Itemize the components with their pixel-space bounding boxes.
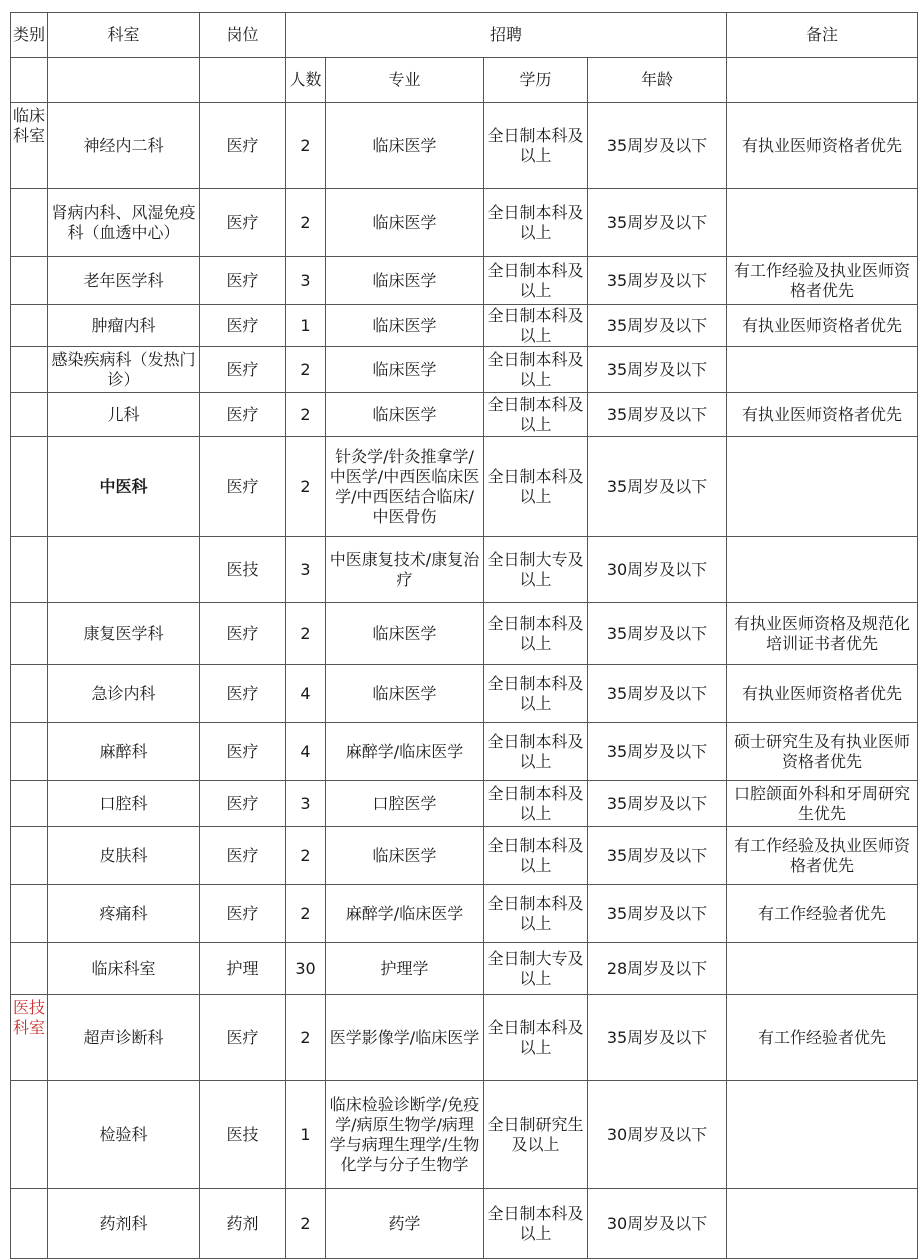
count-cell: 2 xyxy=(286,437,326,537)
category-empty-cell xyxy=(11,437,48,537)
category-empty-cell xyxy=(11,665,48,723)
major-cell: 临床医学 xyxy=(326,603,484,665)
major-cell: 临床医学 xyxy=(326,257,484,305)
table-row xyxy=(11,995,918,1081)
department-cell: 肿瘤内科 xyxy=(48,305,200,347)
header-empty-cell xyxy=(11,58,48,103)
category-empty-cell xyxy=(11,305,48,347)
table-row xyxy=(11,665,918,723)
table-row xyxy=(11,943,918,995)
category-empty-cell xyxy=(11,393,48,437)
category-empty-cell xyxy=(11,781,48,827)
age-cell: 35周岁及以下 xyxy=(588,305,727,347)
remarks-cell xyxy=(727,347,918,393)
category-empty-cell xyxy=(11,723,48,781)
position-cell: 医疗 xyxy=(200,603,286,665)
major-cell: 临床医学 xyxy=(326,305,484,347)
category-empty-cell xyxy=(11,537,48,603)
age-cell: 35周岁及以下 xyxy=(588,723,727,781)
education-cell: 全日制本科及以上 xyxy=(484,995,588,1081)
category-empty-cell xyxy=(11,603,48,665)
position-cell: 医疗 xyxy=(200,189,286,257)
education-cell: 全日制本科及以上 xyxy=(484,1189,588,1259)
count-cell: 2 xyxy=(286,189,326,257)
position-cell: 医疗 xyxy=(200,305,286,347)
table-row xyxy=(11,537,918,603)
table-row xyxy=(11,347,918,393)
age-cell: 35周岁及以下 xyxy=(588,665,727,723)
department-cell: 药剂科 xyxy=(48,1189,200,1259)
remarks-cell: 有工作经验者优先 xyxy=(727,995,918,1081)
education-cell: 全日制大专及以上 xyxy=(484,943,588,995)
count-cell: 2 xyxy=(286,1189,326,1259)
major-cell: 中医康复技术/康复治疗 xyxy=(326,537,484,603)
remarks-cell xyxy=(727,1189,918,1259)
count-cell: 1 xyxy=(286,305,326,347)
table-row xyxy=(11,189,918,257)
major-cell: 临床医学 xyxy=(326,189,484,257)
count-cell: 3 xyxy=(286,257,326,305)
education-cell: 全日制本科及以上 xyxy=(484,885,588,943)
major-cell: 药学 xyxy=(326,1189,484,1259)
header-row-2 xyxy=(11,58,918,103)
age-cell: 35周岁及以下 xyxy=(588,781,727,827)
header-age: 年龄 xyxy=(588,58,727,103)
category-empty-cell xyxy=(11,1081,48,1189)
age-cell: 35周岁及以下 xyxy=(588,189,727,257)
position-cell: 医疗 xyxy=(200,995,286,1081)
header-empty-cell xyxy=(48,58,200,103)
remarks-cell: 有执业医师资格者优先 xyxy=(727,665,918,723)
education-cell: 全日制大专及以上 xyxy=(484,537,588,603)
position-cell: 医疗 xyxy=(200,393,286,437)
count-cell: 30 xyxy=(286,943,326,995)
age-cell: 35周岁及以下 xyxy=(588,257,727,305)
position-cell: 药剂 xyxy=(200,1189,286,1259)
header-category: 类别 xyxy=(11,13,48,58)
remarks-cell: 有工作经验及执业医师资格者优先 xyxy=(727,827,918,885)
count-cell: 1 xyxy=(286,1081,326,1189)
department-cell: 口腔科 xyxy=(48,781,200,827)
education-cell: 全日制本科及以上 xyxy=(484,723,588,781)
category-empty-cell xyxy=(11,827,48,885)
table-row xyxy=(11,1081,918,1189)
education-cell: 全日制本科及以上 xyxy=(484,665,588,723)
category-empty-cell xyxy=(11,347,48,393)
position-cell: 医疗 xyxy=(200,257,286,305)
position-cell: 医疗 xyxy=(200,347,286,393)
header-major: 专业 xyxy=(326,58,484,103)
age-cell: 30周岁及以下 xyxy=(588,1189,727,1259)
table-row xyxy=(11,827,918,885)
count-cell: 4 xyxy=(286,723,326,781)
major-cell: 临床医学 xyxy=(326,665,484,723)
count-cell: 2 xyxy=(286,885,326,943)
table-row xyxy=(11,305,918,347)
major-cell: 临床检验诊断学/免疫学/病原生物学/病理学与病理生理学/生物化学与分子生物学 xyxy=(326,1081,484,1189)
age-cell: 35周岁及以下 xyxy=(588,827,727,885)
remarks-cell: 有执业医师资格者优先 xyxy=(727,103,918,189)
education-cell: 全日制本科及以上 xyxy=(484,305,588,347)
header-empty-cell xyxy=(727,58,918,103)
education-cell: 全日制本科及以上 xyxy=(484,393,588,437)
department-cell: 检验科 xyxy=(48,1081,200,1189)
major-cell: 医学影像学/临床医学 xyxy=(326,995,484,1081)
position-cell: 医疗 xyxy=(200,723,286,781)
education-cell: 全日制本科及以上 xyxy=(484,103,588,189)
department-cell: 中医科 xyxy=(48,437,200,537)
header-position: 岗位 xyxy=(200,13,286,58)
header-recruit: 招聘 xyxy=(286,13,727,58)
education-cell: 全日制本科及以上 xyxy=(484,437,588,537)
remarks-cell xyxy=(727,189,918,257)
department-cell: 感染疾病科（发热门诊） xyxy=(48,347,200,393)
table-row xyxy=(11,257,918,305)
major-cell: 临床医学 xyxy=(326,393,484,437)
count-cell: 3 xyxy=(286,781,326,827)
position-cell: 医技 xyxy=(200,537,286,603)
remarks-cell: 有工作经验及执业医师资格者优先 xyxy=(727,257,918,305)
remarks-cell xyxy=(727,943,918,995)
table-row xyxy=(11,437,918,537)
education-cell: 全日制本科及以上 xyxy=(484,347,588,393)
education-cell: 全日制本科及以上 xyxy=(484,603,588,665)
count-cell: 2 xyxy=(286,603,326,665)
category-empty-cell xyxy=(11,257,48,305)
department-cell: 超声诊断科 xyxy=(48,995,200,1081)
table-row xyxy=(11,723,918,781)
category-cell: 临床科室 xyxy=(11,103,48,189)
department-cell: 老年医学科 xyxy=(48,257,200,305)
table-row xyxy=(11,393,918,437)
remarks-cell: 有执业医师资格及规范化培训证书者优先 xyxy=(727,603,918,665)
department-cell: 神经内二科 xyxy=(48,103,200,189)
major-cell: 麻醉学/临床医学 xyxy=(326,723,484,781)
age-cell: 35周岁及以下 xyxy=(588,393,727,437)
remarks-cell: 口腔颌面外科和牙周研究生优先 xyxy=(727,781,918,827)
count-cell: 2 xyxy=(286,347,326,393)
department-cell: 麻醉科 xyxy=(48,723,200,781)
category-empty-cell xyxy=(11,943,48,995)
position-cell: 医疗 xyxy=(200,781,286,827)
department-cell: 儿科 xyxy=(48,393,200,437)
department-cell: 肾病内科、风湿免疫科（血透中心） xyxy=(48,189,200,257)
department-cell: 皮肤科 xyxy=(48,827,200,885)
count-cell: 2 xyxy=(286,103,326,189)
count-cell: 4 xyxy=(286,665,326,723)
department-cell: 康复医学科 xyxy=(48,603,200,665)
age-cell: 35周岁及以下 xyxy=(588,437,727,537)
category-empty-cell xyxy=(11,1189,48,1259)
position-cell: 医疗 xyxy=(200,665,286,723)
department-cell xyxy=(48,537,200,603)
education-cell: 全日制本科及以上 xyxy=(484,257,588,305)
count-cell: 3 xyxy=(286,537,326,603)
remarks-cell: 有执业医师资格者优先 xyxy=(727,393,918,437)
count-cell: 2 xyxy=(286,995,326,1081)
header-education: 学历 xyxy=(484,58,588,103)
age-cell: 35周岁及以下 xyxy=(588,603,727,665)
header-empty-cell xyxy=(200,58,286,103)
major-cell: 口腔医学 xyxy=(326,781,484,827)
recruitment-table xyxy=(10,12,918,1259)
major-cell: 护理学 xyxy=(326,943,484,995)
age-cell: 35周岁及以下 xyxy=(588,103,727,189)
major-cell: 临床医学 xyxy=(326,827,484,885)
education-cell: 全日制本科及以上 xyxy=(484,781,588,827)
table-row xyxy=(11,103,918,189)
major-cell: 临床医学 xyxy=(326,103,484,189)
education-cell: 全日制本科及以上 xyxy=(484,827,588,885)
age-cell: 35周岁及以下 xyxy=(588,885,727,943)
education-cell: 全日制本科及以上 xyxy=(484,189,588,257)
header-row-1 xyxy=(11,13,918,58)
remarks-cell: 有执业医师资格者优先 xyxy=(727,305,918,347)
position-cell: 医疗 xyxy=(200,827,286,885)
major-cell: 麻醉学/临床医学 xyxy=(326,885,484,943)
major-cell: 临床医学 xyxy=(326,347,484,393)
age-cell: 28周岁及以下 xyxy=(588,943,727,995)
remarks-cell xyxy=(727,537,918,603)
category-cell: 医技科室 xyxy=(11,995,48,1081)
remarks-cell: 硕士研究生及有执业医师资格者优先 xyxy=(727,723,918,781)
remarks-cell xyxy=(727,437,918,537)
header-remarks: 备注 xyxy=(727,13,918,58)
count-cell: 2 xyxy=(286,827,326,885)
count-cell: 2 xyxy=(286,393,326,437)
table-row xyxy=(11,603,918,665)
position-cell: 医疗 xyxy=(200,103,286,189)
remarks-cell xyxy=(727,1081,918,1189)
education-cell: 全日制研究生及以上 xyxy=(484,1081,588,1189)
position-cell: 医技 xyxy=(200,1081,286,1189)
header-department: 科室 xyxy=(48,13,200,58)
table-row xyxy=(11,885,918,943)
age-cell: 30周岁及以下 xyxy=(588,537,727,603)
department-cell: 临床科室 xyxy=(48,943,200,995)
department-cell: 急诊内科 xyxy=(48,665,200,723)
header-count: 人数 xyxy=(286,58,326,103)
category-empty-cell xyxy=(11,885,48,943)
major-cell: 针灸学/针灸推拿学/中医学/中西医临床医学/中西医结合临床/中医骨伤 xyxy=(326,437,484,537)
position-cell: 护理 xyxy=(200,943,286,995)
age-cell: 35周岁及以下 xyxy=(588,995,727,1081)
table-row xyxy=(11,781,918,827)
category-empty-cell xyxy=(11,189,48,257)
age-cell: 30周岁及以下 xyxy=(588,1081,727,1189)
department-cell: 疼痛科 xyxy=(48,885,200,943)
age-cell: 35周岁及以下 xyxy=(588,347,727,393)
remarks-cell: 有工作经验者优先 xyxy=(727,885,918,943)
position-cell: 医疗 xyxy=(200,437,286,537)
position-cell: 医疗 xyxy=(200,885,286,943)
table-row xyxy=(11,1189,918,1259)
